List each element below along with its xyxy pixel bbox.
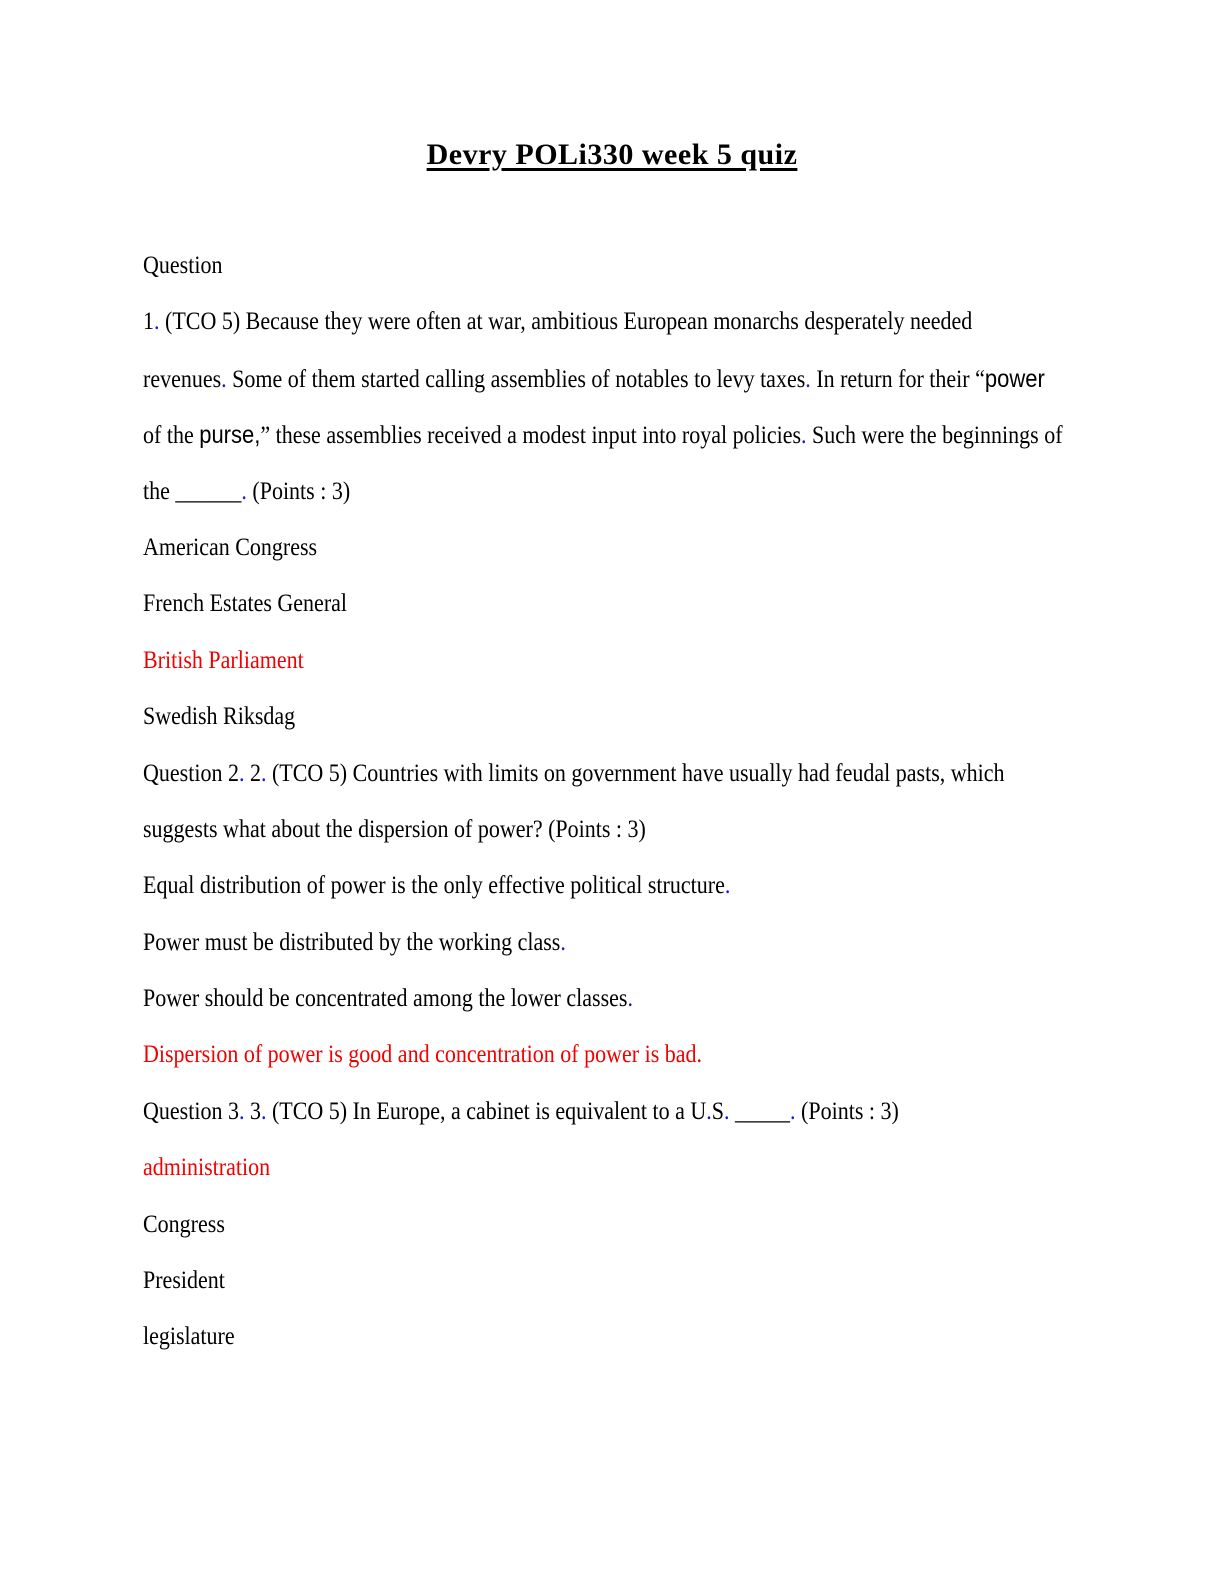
text-run: 3 (244, 1097, 261, 1125)
q1-option-3-highlighted (143, 633, 1058, 689)
q2-option-2 (143, 915, 1058, 971)
q3-option-2 (143, 1197, 1058, 1253)
text-run: American Congress (143, 533, 318, 561)
text-run: French Estates General (143, 590, 348, 618)
blue-period: . (706, 1097, 712, 1125)
sans-font-run: power (984, 364, 1045, 393)
q1-option-2 (143, 576, 1058, 632)
text-run: (TCO 5) Countries with limits on government have usually had feudal pasts, which (266, 759, 1005, 787)
text-run: Power should be concentrated among the lower classes (143, 985, 628, 1013)
text-run: Equal distribution of power is the only effective political structure (143, 872, 725, 900)
q3-option-4 (143, 1309, 1058, 1365)
text-run: President (143, 1267, 225, 1295)
page-title: Devry POLi330 week 5 quiz (426, 138, 798, 171)
q2-text-line-2 (143, 802, 1058, 858)
q1-text-line-1 (143, 294, 1058, 350)
highlighted-answer-text: British Parliament (143, 646, 304, 674)
q3-option-1-highlighted (143, 1140, 1058, 1196)
blue-period: . (790, 1097, 796, 1125)
q2-option-1 (143, 858, 1058, 914)
q3-option-3 (143, 1253, 1058, 1309)
blue-period: . (627, 985, 633, 1013)
text-run: (TCO 5) Because they were often at war, ambitious European monarchs desperately needed (159, 308, 973, 336)
text-run: Power must be distributed by the working class (143, 928, 561, 956)
text-run: (TCO 5) In Europe, a cabinet is equivalent to a U (266, 1097, 707, 1125)
text-run: legislature (143, 1323, 235, 1351)
document-body (143, 238, 1183, 1366)
text-run: Swedish Riksdag (143, 703, 296, 731)
q1-text-line-4 (143, 464, 1058, 520)
text-run: Such were the beginnings of (806, 422, 1063, 450)
q2-option-4-highlighted (143, 1027, 1058, 1083)
text-run: revenues (143, 365, 222, 393)
blue-period: . (724, 1097, 730, 1125)
text-run: ” these assemblies received a modest input into royal policies (260, 422, 802, 450)
text-run: 2 (244, 759, 261, 787)
blue-period: . (805, 365, 811, 393)
highlighted-answer-text: Dispersion of power is good and concentration of power is bad. (143, 1041, 703, 1069)
blue-period: . (260, 759, 267, 787)
sans-font-run: purse, (199, 421, 261, 450)
highlighted-answer-text: administration (143, 1154, 271, 1182)
text-run: 1 (143, 308, 154, 336)
text-run: (Points : 3) (246, 477, 351, 505)
q1-text-line-2 (143, 351, 1058, 407)
blue-period: . (154, 308, 160, 336)
text-run: Some of them started calling assemblies of notables to levy taxes (226, 365, 806, 393)
blue-period: . (221, 365, 227, 393)
blue-period: . (260, 1097, 267, 1125)
text-run: Congress (143, 1210, 225, 1238)
q2-option-3 (143, 971, 1058, 1027)
blue-period: . (238, 1097, 245, 1125)
q1-option-1 (143, 520, 1058, 576)
text-run: the ______ (143, 477, 242, 505)
text-run: S (711, 1097, 725, 1125)
blue-period: . (560, 928, 566, 956)
blue-period: . (241, 477, 247, 505)
text-run: _____ (729, 1097, 791, 1125)
blue-period: . (801, 422, 807, 450)
q2-text-line-1 (143, 746, 1058, 802)
question-label (143, 238, 1058, 294)
text-run: suggests what about the dispersion of power? (Points : 3) (143, 815, 646, 843)
text-run: Question 2 (143, 759, 239, 787)
text-run: (Points : 3) (795, 1097, 899, 1125)
blue-period: . (724, 872, 731, 900)
text-run: In return for their “ (810, 365, 985, 393)
text-run: Question 3 (143, 1097, 239, 1125)
q1-option-4 (143, 689, 1058, 745)
text-run: of the (143, 422, 200, 450)
q3-text-line-1 (143, 1084, 1058, 1140)
blue-period: . (238, 759, 245, 787)
q1-text-line-3 (143, 407, 1063, 463)
text-run: Question (143, 252, 223, 279)
